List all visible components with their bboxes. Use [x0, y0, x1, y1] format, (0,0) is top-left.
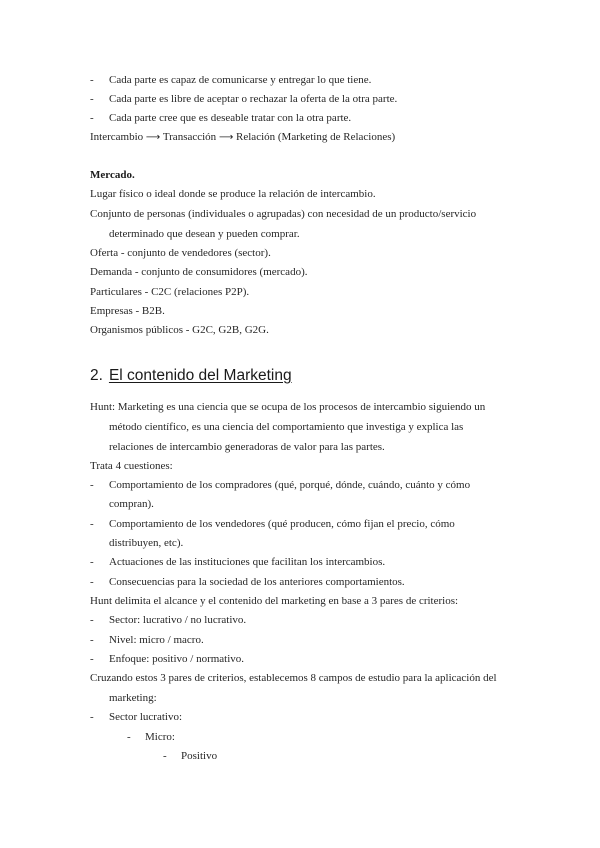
cuestion-item: Comportamiento de los vendedores (qué producen, cómo fijan el precio, cómo — [109, 518, 455, 530]
bullet-dash: - — [90, 112, 94, 124]
cruzando-line: marketing: — [109, 692, 157, 704]
bullet-dash: - — [127, 731, 131, 743]
section-heading — [90, 366, 292, 386]
bullet-dash: - — [90, 74, 94, 86]
mercado-line: determinado que desean y pueden comprar. — [109, 228, 300, 240]
mercado-line: Particulares - C2C (relaciones P2P). — [90, 286, 250, 298]
chain-transaccion: Transacción — [162, 131, 217, 143]
cuestion-item: Actuaciones de las instituciones que facilitan los intercambios. — [109, 556, 386, 568]
bullet-dash: - — [90, 479, 94, 491]
bullet-dash: - — [90, 711, 94, 723]
bullet-dash: - — [90, 653, 94, 665]
tree-level1: Sector lucrativo: — [109, 711, 183, 723]
intro-bullet-3: Cada parte cree que es deseable tratar con la otra parte. — [109, 112, 352, 124]
cuestion-item: distribuyen, etc). — [109, 537, 184, 549]
mercado-line: Lugar físico o ideal donde se produce la relación de intercambio. — [90, 188, 376, 200]
delimita-line: Hunt delimita el alcance y el contenido del marketing en base a 3 pares de criterios: — [90, 595, 459, 607]
mercado-line: Demanda - conjunto de consumidores (mercado). — [90, 266, 308, 278]
hunt-line: Hunt: Marketing es una ciencia que se ocupa de los procesos de intercambio siguiendo un — [90, 401, 486, 413]
arrow-right-icon: ⟶ — [145, 132, 161, 143]
section-title: El contenido del Marketing — [108, 367, 292, 384]
cruzando-line: Cruzando estos 3 pares de criterios, establecemos 8 campos de estudio para la aplicación del — [90, 672, 497, 684]
arrow-right-icon: ⟶ — [218, 132, 234, 143]
tree-level2: Micro: — [145, 731, 175, 743]
mercado-line: Empresas - B2B. — [90, 305, 165, 317]
criterio-item: Sector: lucrativo / no lucrativo. — [109, 614, 247, 626]
mercado-line: Organismos públicos - G2C, G2B, G2G. — [90, 324, 269, 336]
mercado-line: Oferta - conjunto de vendedores (sector). — [90, 247, 271, 259]
bullet-dash: - — [163, 750, 167, 762]
chain-relacion: Relación (Marketing de Relaciones) — [236, 131, 396, 143]
bullet-dash: - — [90, 556, 94, 568]
tree-level3: Positivo — [181, 750, 218, 762]
cuestion-item: compran). — [109, 498, 154, 510]
intro-bullet-1: Cada parte es capaz de comunicarse y entregar lo que tiene. — [109, 74, 372, 86]
criterio-item: Nivel: micro / macro. — [109, 634, 204, 646]
hunt-line: método científico, es una ciencia del comportamiento que investiga y explica las — [109, 421, 464, 433]
chain-intercambio: Intercambio — [90, 131, 144, 143]
bullet-dash: - — [90, 576, 94, 588]
cuestion-item: Comportamiento de los compradores (qué, porqué, dónde, cuándo, cuánto y cómo — [109, 479, 471, 491]
exchange-chain — [90, 130, 395, 145]
bullet-dash: - — [90, 634, 94, 646]
cuestion-item: Consecuencias para la sociedad de los anteriores comportamientos. — [109, 576, 405, 588]
mercado-title: Mercado. — [90, 169, 135, 181]
mercado-line: Conjunto de personas (individuales o agrupadas) con necesidad de un producto/servicio — [90, 208, 477, 220]
section-number: 2. — [90, 367, 103, 384]
criterio-item: Enfoque: positivo / normativo. — [109, 653, 245, 665]
intro-bullet-2: Cada parte es libre de aceptar o rechazar la oferta de la otra parte. — [109, 93, 398, 105]
bullet-dash: - — [90, 93, 94, 105]
trata-line: Trata 4 cuestiones: — [90, 460, 173, 472]
bullet-dash: - — [90, 518, 94, 530]
bullet-dash: - — [90, 614, 94, 626]
hunt-line: relaciones de intercambio generadoras de valor para las partes. — [109, 441, 385, 453]
